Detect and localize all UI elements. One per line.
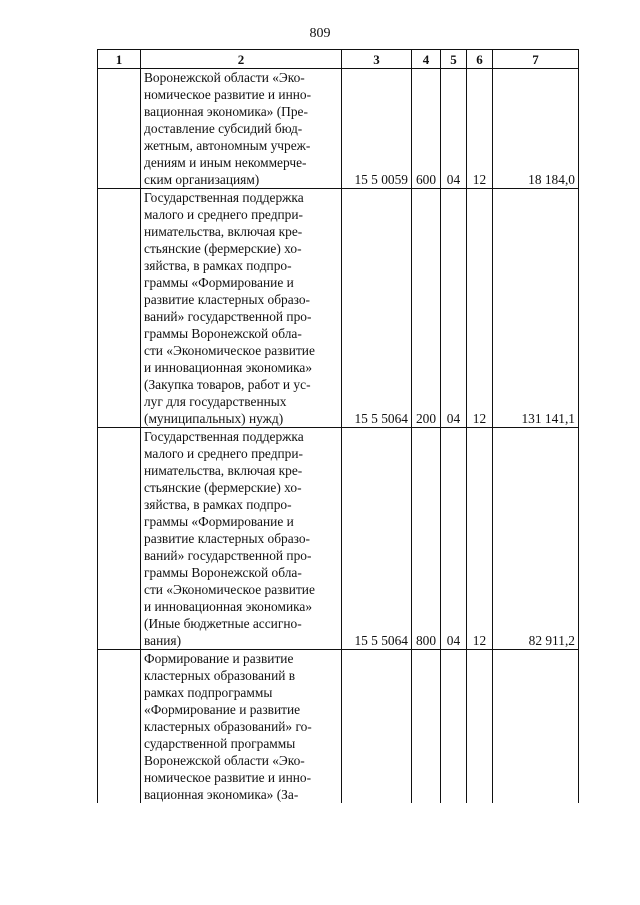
expense-type-cell: 200	[412, 189, 441, 428]
description-line: развитие кластерных образо-	[144, 292, 311, 307]
description-line: сти «Экономическое развитие	[144, 343, 315, 358]
page-number: 809	[309, 26, 331, 41]
description-line: рамках подпрограммы	[144, 685, 273, 700]
col-header-2: 2	[141, 50, 342, 69]
header-row	[98, 50, 579, 69]
description-line: Воронежской области «Эко-	[144, 70, 305, 85]
expense-type-cell: 600	[412, 69, 441, 189]
description-line: развитие кластерных образо-	[144, 531, 311, 546]
description-line: номическое развитие и инно-	[144, 87, 312, 102]
description-line: ваний» государственной про-	[144, 309, 312, 324]
description-line: жетным, автономным учреж-	[144, 138, 311, 153]
description-line: нимательства, включая кре-	[144, 463, 303, 478]
description-line: стьянские (фермерские) хо-	[144, 241, 302, 256]
expense-type-cell	[412, 650, 441, 804]
description-line: доставление субсидий бюд-	[144, 121, 303, 136]
subsection-cell: 12	[467, 69, 493, 189]
description-line: номическое развитие и инно-	[144, 770, 312, 785]
description-line: (Иные бюджетные ассигно-	[144, 616, 302, 631]
section-cell: 04	[441, 428, 467, 650]
description-cell	[141, 69, 342, 189]
description-line: зяйства, в рамках подпро-	[144, 258, 292, 273]
description-line: зяйства, в рамках подпро-	[144, 497, 292, 512]
table-row	[98, 189, 579, 428]
description-cell	[141, 428, 342, 650]
amount-cell: 18 184,0	[493, 69, 579, 189]
description-line: Формирование и развитие	[144, 651, 294, 666]
description-line: малого и среднего предпри-	[144, 207, 303, 222]
description-line: луг для государственных	[144, 394, 287, 409]
description-line: сударственной программы	[144, 736, 296, 751]
description-line: вационная экономика» (За-	[144, 787, 299, 802]
subsection-cell: 12	[467, 189, 493, 428]
description-line: Воронежской области «Эко-	[144, 753, 305, 768]
budget-table	[97, 49, 579, 803]
col-header-4: 4	[412, 50, 441, 69]
description-line: «Формирование и развитие	[144, 702, 301, 717]
row-number-cell	[98, 189, 141, 428]
description-line: (муниципальных) нужд)	[144, 411, 284, 426]
section-cell: 04	[441, 189, 467, 428]
description-line: (Закупка товаров, работ и ус-	[144, 377, 311, 392]
target-code-cell: 15 5 5064	[342, 428, 412, 650]
description-line: нимательства, включая кре-	[144, 224, 303, 239]
target-code-cell: 15 5 0059	[342, 69, 412, 189]
description-line: сти «Экономическое развитие	[144, 582, 315, 597]
amount-cell: 82 911,2	[493, 428, 579, 650]
subsection-cell: 12	[467, 428, 493, 650]
row-number-cell	[98, 69, 141, 189]
description-line: граммы «Формирование и	[144, 514, 294, 529]
description-line: кластерных образований в	[144, 668, 296, 683]
table-row	[98, 69, 579, 189]
description-line: Государственная поддержка	[144, 429, 304, 444]
description-cell	[141, 650, 342, 804]
row-number-cell	[98, 650, 141, 804]
description-line: граммы «Формирование и	[144, 275, 294, 290]
description-line: и инновационная экономика»	[144, 360, 313, 375]
col-header-1: 1	[98, 50, 141, 69]
description-line: и инновационная экономика»	[144, 599, 313, 614]
description-line: малого и среднего предпри-	[144, 446, 303, 461]
section-cell: 04	[441, 69, 467, 189]
target-code-cell	[342, 650, 412, 804]
description-line: вания)	[144, 633, 182, 648]
description-line: кластерных образований» го-	[144, 719, 312, 734]
col-header-7: 7	[493, 50, 579, 69]
table-row	[98, 428, 579, 650]
description-line: Государственная поддержка	[144, 190, 304, 205]
description-cell	[141, 189, 342, 428]
description-line: вационная экономика» (Пре-	[144, 104, 308, 119]
subsection-cell	[467, 650, 493, 804]
amount-cell: 131 141,1	[493, 189, 579, 428]
amount-cell	[493, 650, 579, 804]
section-cell	[441, 650, 467, 804]
table-row	[98, 650, 579, 804]
description-line: ским организациям)	[144, 172, 260, 187]
description-line: граммы Воронежской обла-	[144, 326, 302, 341]
target-code-cell: 15 5 5064	[342, 189, 412, 428]
col-header-6: 6	[467, 50, 493, 69]
description-line: стьянские (фермерские) хо-	[144, 480, 302, 495]
col-header-5: 5	[441, 50, 467, 69]
expense-type-cell: 800	[412, 428, 441, 650]
row-number-cell	[98, 428, 141, 650]
description-line: граммы Воронежской обла-	[144, 565, 302, 580]
col-header-3: 3	[342, 50, 412, 69]
description-line: ваний» государственной про-	[144, 548, 312, 563]
description-line: дениям и иным некоммерче-	[144, 155, 307, 170]
